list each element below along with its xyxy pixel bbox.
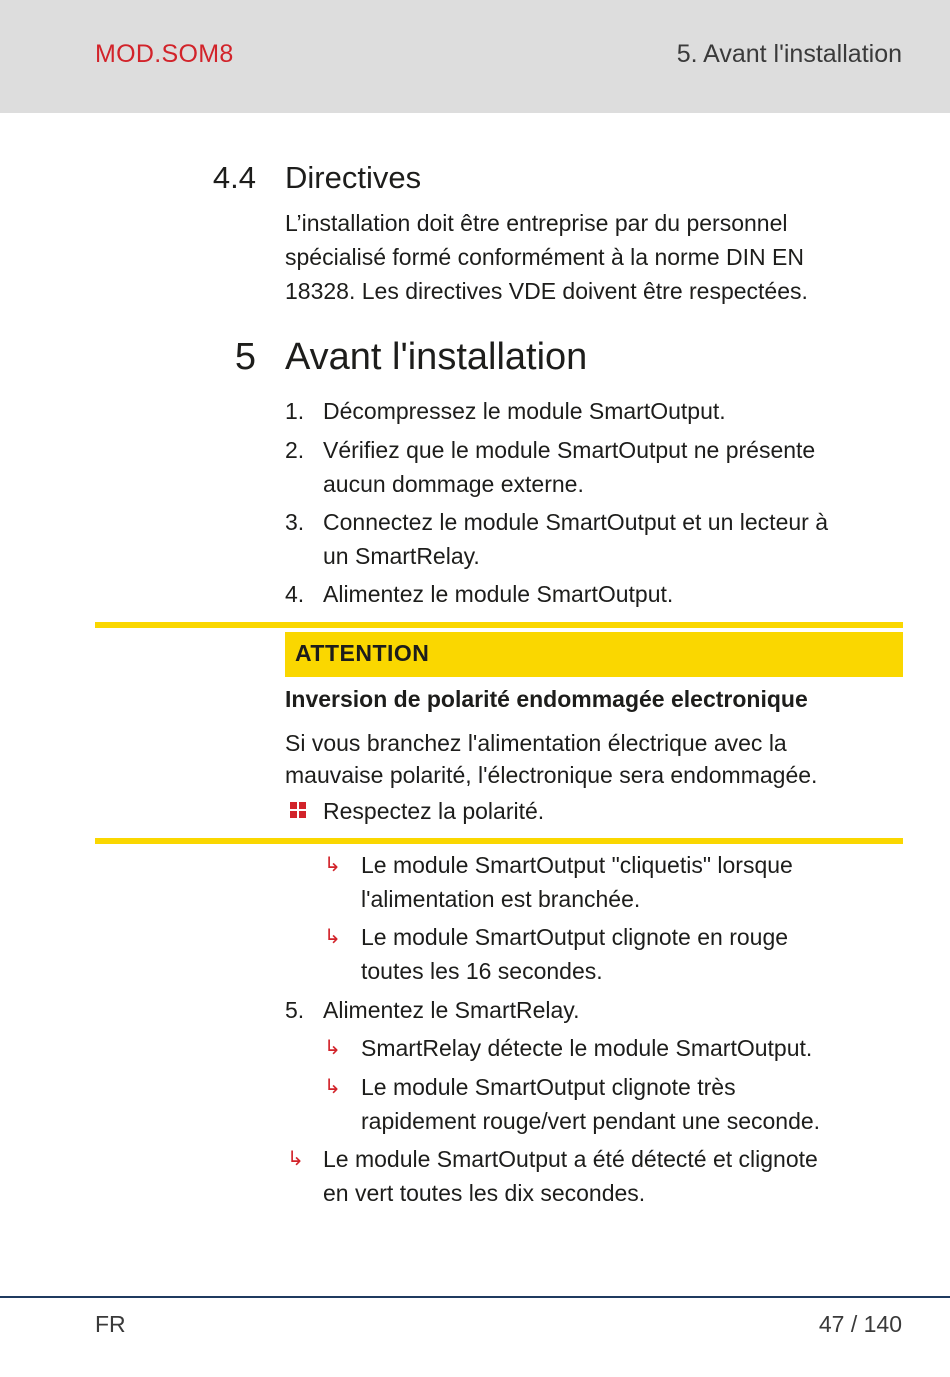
brand-label: MOD.SOM8 [95,40,234,68]
result-text: SmartRelay détecte le module SmartOutput. [361,1035,813,1061]
step-text: Décompressez le module SmartOutput. [323,398,726,424]
result-text: Le module SmartOutput "cliquetis" lorsque [361,852,793,878]
result-arrow-icon: ↳ [287,1148,304,1170]
step-number: 4. [285,581,305,607]
paragraph-line: L’installation doit être entreprise par du personnel [285,210,788,236]
page-header [0,0,950,113]
step-text: Alimentez le SmartRelay. [323,997,580,1023]
attention-action: Respectez la polarité. [323,798,545,824]
footer-language: FR [95,1311,126,1337]
step-number: 1. [285,398,305,424]
footer-page-number: 47 / 140 [818,1311,902,1337]
step-text: Vérifiez que le module SmartOutput ne présente [323,437,816,463]
action-squares-icon [290,802,306,818]
result-text: toutes les 16 secondes. [361,958,603,984]
result-arrow-icon: ↳ [324,1037,341,1059]
step-text: Alimentez le module SmartOutput. [323,581,674,607]
chapter-reference: 5. Avant l'installation [676,40,902,68]
result-text: l'alimentation est branchée. [361,886,641,912]
attention-line: Si vous branchez l'alimentation électrique avec la [285,730,787,756]
paragraph-line: spécialisé formé conformément à la norme DIN EN [285,244,804,270]
directives-paragraph [285,206,905,308]
result-text: Le module SmartOutput clignote très [361,1074,736,1100]
attention-label: ATTENTION [295,640,430,666]
chapter-title: Avant l'installation [285,336,588,378]
result-arrow-icon: ↳ [324,1076,341,1098]
step-number: 2. [285,437,305,463]
attention-body [285,727,905,791]
footer-divider [0,1296,950,1298]
paragraph-line: 18328. Les directives VDE doivent être respectées. [285,278,808,304]
attention-heading: Inversion de polarité endommagée electronique [285,686,808,712]
result-text: en vert toutes les dix secondes. [323,1180,646,1206]
attention-top-rule [95,622,903,628]
result-text: Le module SmartOutput clignote en rouge [361,924,789,950]
chapter-number: 5 [234,336,256,378]
step-number: 3. [285,509,305,535]
result-text: Le module SmartOutput a été détecté et clignote [323,1146,818,1172]
attention-line: mauvaise polarité, l'électronique sera endommagée. [285,762,818,788]
step-text: aucun dommage externe. [323,471,584,497]
result-arrow-icon: ↳ [324,854,341,876]
attention-banner [285,632,903,677]
section-title: Directives [285,160,422,195]
section-number: 4.4 [212,160,256,195]
result-arrow-icon: ↳ [324,926,341,948]
result-text: rapidement rouge/vert pendant une seconde. [361,1108,821,1134]
step-text: Connectez le module SmartOutput et un lecteur à [323,509,829,535]
step-number: 5. [285,997,305,1023]
step-text: un SmartRelay. [323,543,480,569]
attention-bottom-rule [95,838,903,844]
